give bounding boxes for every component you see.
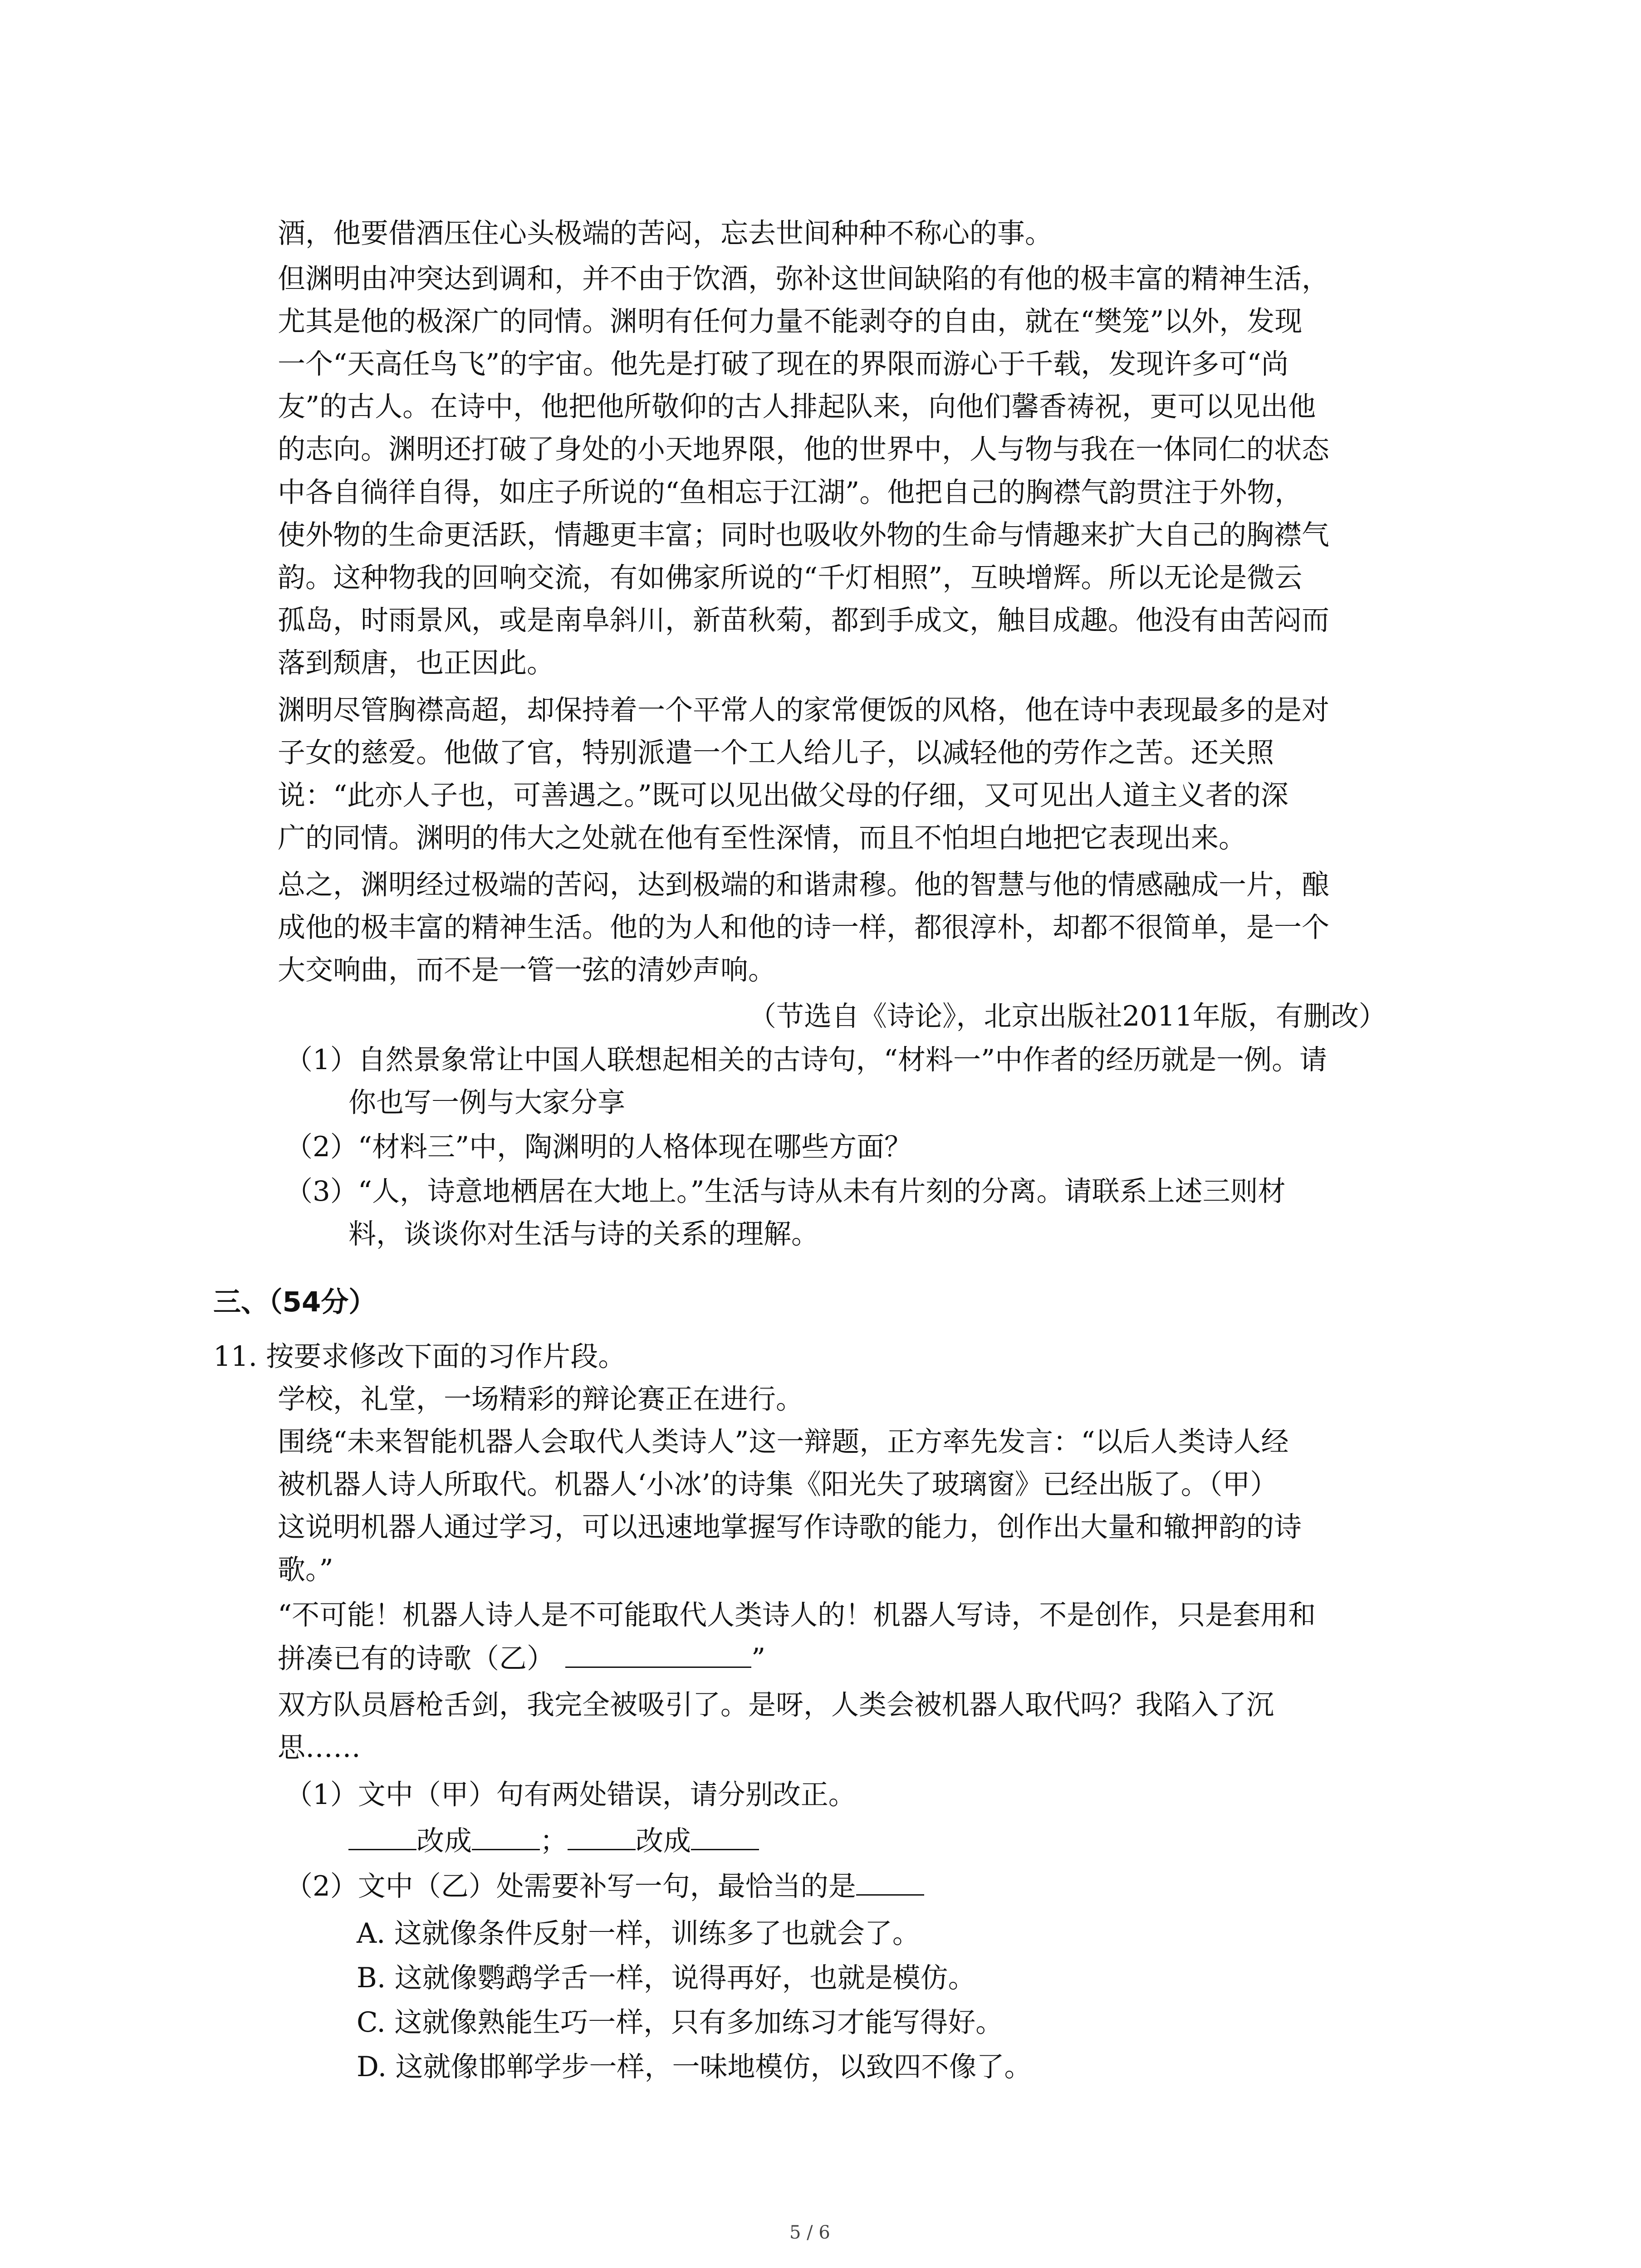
- page-number: 5 / 6: [789, 2222, 830, 2243]
- essay-line: 围绕“未来智能机器人会取代人类诗人”这一辩题，正方率先发言：“以后人类诗人经: [278, 1426, 1289, 1458]
- section-heading: 三、（54分）: [213, 1286, 377, 1318]
- passage-line: 一个“天高任鸟飞”的宇宙。他先是打破了现在的界限而游心于千载，发现许多可“尚: [278, 348, 1289, 380]
- q10-item: （3）“人，诗意地栖居在大地上。”生活与诗从未有片刻的分离。请联系上述三则材: [285, 1175, 1286, 1207]
- passage-line: 使外物的生命更活跃，情趣更丰富；同时也吸收外物的生命与情趣来扩大自己的胸襟气: [278, 519, 1330, 551]
- choice-option-b: B. 这就像鹦鹉学舌一样，说得再好，也就是模仿。: [357, 1962, 976, 1994]
- choice-option-a: A. 这就像条件反射一样，训练多了也就会了。: [357, 1917, 920, 1950]
- fill-in-row: [348, 1826, 759, 1855]
- passage-line: 总之，渊明经过极端的苦闷，达到极端的和谐肃穆。他的智慧与他的情感融成一片，酿: [278, 869, 1330, 901]
- fill-label: 改成: [416, 1825, 472, 1857]
- q10-item: （1）自然景象常让中国人联想起相关的古诗句，“材料一”中作者的经历就是一例。请: [285, 1044, 1327, 1076]
- answer-blank[interactable]: [348, 1826, 416, 1850]
- essay-line: 学校，礼堂，一场精彩的辩论赛正在进行。: [278, 1383, 804, 1415]
- essay-line: 被机器人诗人所取代。机器人‘小冰’的诗集《阳光失了玻璃窗》已经出版了。（甲）: [278, 1468, 1278, 1501]
- passage-line: 成他的极丰富的精神生活。他的为人和他的诗一样，都很淳朴，却都不很简单，是一个: [278, 911, 1330, 943]
- passage-line: 孤岛，时雨景风，或是南阜斜川，新苗秋菊，都到手成文，触目成趣。他没有由苦闷而: [278, 604, 1330, 636]
- passage-line: 子女的慈爱。他做了官，特别派遣一个工人给儿子，以减轻他的劳作之苦。还关照: [278, 737, 1274, 769]
- essay-line: 拼凑已有的诗歌（乙）: [278, 1642, 555, 1675]
- essay-line-with-blank: [278, 1642, 766, 1675]
- answer-blank[interactable]: [472, 1826, 540, 1850]
- sub-question: （1）文中（甲）句有两处错误，请分别改正。: [285, 1779, 856, 1811]
- answer-blank[interactable]: [856, 1872, 924, 1896]
- passage-line: 但渊明由冲突达到调和，并不由于饮酒，弥补这世间缺陷的有他的极丰富的精神生活，: [278, 263, 1330, 295]
- passage-line: 说：“此亦人子也，可善遇之。”既可以见出做父母的仔细，又可见出人道主义者的深: [278, 779, 1288, 811]
- passage-line: 广的同情。渊明的伟大之处就在他有至性深情，而且不怕坦白地把它表现出来。: [278, 822, 1247, 854]
- choice-option-d: D. 这就像邯郸学步一样，一味地模仿，以致四不像了。: [357, 2051, 1032, 2083]
- essay-line: 歌。”: [278, 1554, 333, 1586]
- source-citation: （节选自《诗论》，北京出版社2011年版，有删改）: [749, 1000, 1386, 1032]
- fill-label: 改成: [636, 1825, 691, 1857]
- passage-line: 大交响曲，而不是一管一弦的清妙声响。: [278, 954, 776, 986]
- passage-line: 中各自徜徉自得，如庄子所说的“鱼相忘于江湖”。他把自己的胸襟气韵贯注于外物，: [278, 476, 1303, 508]
- sub-question-row: [285, 1872, 924, 1900]
- essay-line: “不可能！机器人诗人是不可能取代人类诗人的！机器人写诗，不是创作，只是套用和: [278, 1599, 1316, 1631]
- essay-line: 这说明机器人通过学习，可以迅速地掌握写作诗歌的能力，创作出大量和辙押韵的诗: [278, 1511, 1302, 1543]
- essay-line: 双方队员唇枪舌剑，我完全被吸引了。是呀，人类会被机器人取代吗？我陷入了沉: [278, 1689, 1274, 1721]
- passage-line: 的志向。渊明还打破了身处的小天地界限，他的世界中，人与物与我在一体同仁的状态: [278, 433, 1330, 465]
- q10-item: 料，谈谈你对生活与诗的关系的理解。: [348, 1218, 819, 1250]
- essay-line: 思……: [278, 1731, 361, 1764]
- answer-blank[interactable]: [691, 1826, 759, 1850]
- question-stem: 11. 按要求修改下面的习作片段。: [213, 1340, 626, 1373]
- passage-line: 友”的古人。在诗中，他把他所敬仰的古人排起队来，向他们馨香祷祝，更可以见出他: [278, 391, 1316, 423]
- sub-question: （2）文中（乙）处需要补写一句，最恰当的是: [285, 1870, 856, 1902]
- answer-blank[interactable]: [568, 1826, 636, 1850]
- q10-item: 你也写一例与大家分享: [348, 1086, 626, 1119]
- choice-option-c: C. 这就像熟能生巧一样，只有多加练习才能写得好。: [357, 2006, 1004, 2038]
- passage-line: 尤其是他的极深广的同情。渊明有任何力量不能剥夺的自由，就在“樊笼”以外，发现: [278, 305, 1303, 337]
- passage-line: 落到颓唐，也正因此。: [278, 647, 555, 679]
- passage-line: 韵。这种物我的回响交流，有如佛家所说的“千灯相照”，互映增辉。所以无论是微云: [278, 562, 1303, 594]
- passage-line: 酒，他要借酒压住心头极端的苦闷，忘去世间种种不称心的事。: [278, 217, 1053, 249]
- answer-blank[interactable]: [565, 1644, 751, 1668]
- fill-separator: ；: [540, 1825, 568, 1857]
- passage-line: 渊明尽管胸襟高超，却保持着一个平常人的家常便饭的风格，他在诗中表现最多的是对: [278, 694, 1330, 726]
- closing-quote: ”: [751, 1642, 766, 1675]
- q10-item: （2）“材料三”中，陶渊明的人格体现在哪些方面？: [285, 1131, 912, 1163]
